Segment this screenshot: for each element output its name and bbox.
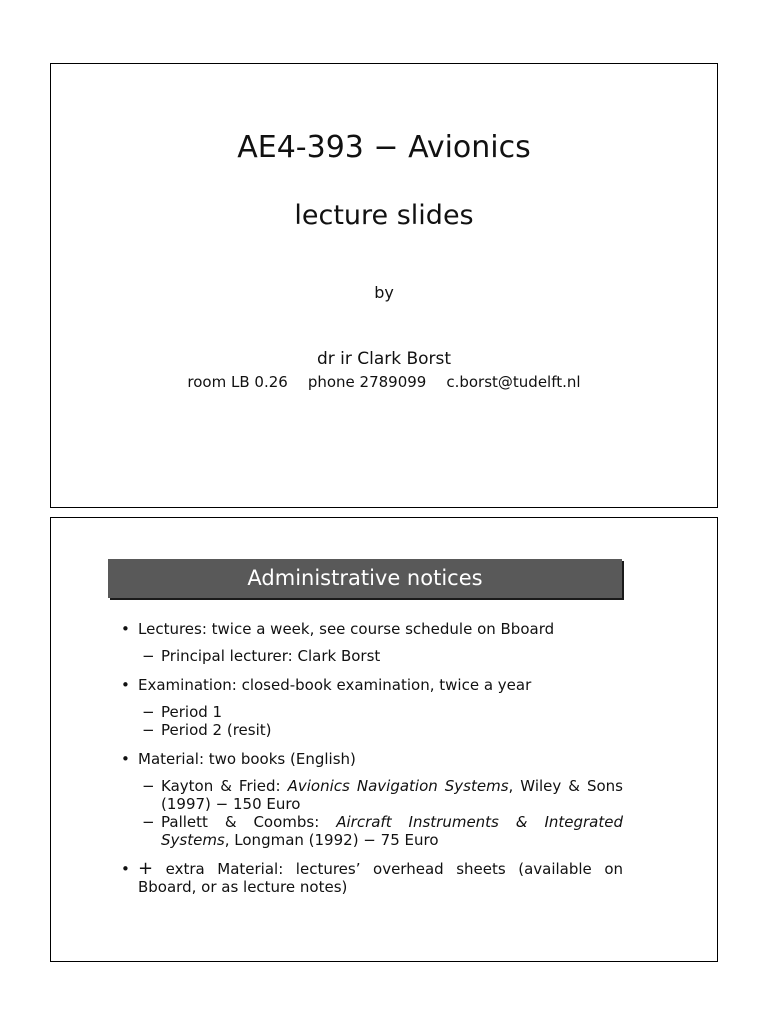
book-title: Aircraft Instruments & Integrated Systems [161,813,623,849]
book-authors: Pallett & Coombs: [161,813,337,831]
sub-item-book-2 [138,813,623,849]
admin-slide [50,517,718,962]
bullet-text: Material: two books (English) [138,750,356,768]
plus-symbol: + [138,858,154,879]
list-item-lectures [121,620,623,665]
sub-item: − Period 2 (resit) [138,721,623,739]
by-label: by [374,283,394,302]
phone-number: phone 2789099 [307,373,427,391]
course-title: AE4-393 − Avionics [237,130,531,165]
slide-heading: Administrative notices [108,559,622,598]
title-slide [50,63,718,508]
sub-item: − Principal lecturer: Clark Borst [138,647,623,665]
list-item-examination [121,676,623,739]
sublist [138,703,623,739]
list-item-extra-material [121,860,623,896]
sublist [138,647,623,665]
notice-list [121,620,623,896]
contact-info [51,372,717,392]
book-details: , Longman (1992) − 75 Euro [224,831,439,849]
bullet-text: extra Material: lectures’ overhead sheets (available on Bboard, or as lecture notes) [138,860,623,896]
course-subtitle: lecture slides [294,200,474,231]
sublist [138,777,623,849]
room-number: room LB 0.26 [187,373,288,391]
author-name: dr ir Clark Borst [316,349,452,369]
email-address: c.borst@tudelft.nl [446,373,581,391]
bullet-text: Examination: closed-book examination, twice a year [138,676,532,694]
bullet-text: Lectures: twice a week, see course schedule on Bboard [138,620,555,638]
sub-item: − Period 1 [138,703,623,721]
sub-item-book-1 [138,777,623,813]
book-details: , Wiley & Sons (1997) − 150 Euro [161,777,623,813]
book-authors: Kayton & Fried: [161,777,288,795]
book-title: Avionics Navigation Systems [287,777,509,795]
list-item-material [121,750,623,849]
